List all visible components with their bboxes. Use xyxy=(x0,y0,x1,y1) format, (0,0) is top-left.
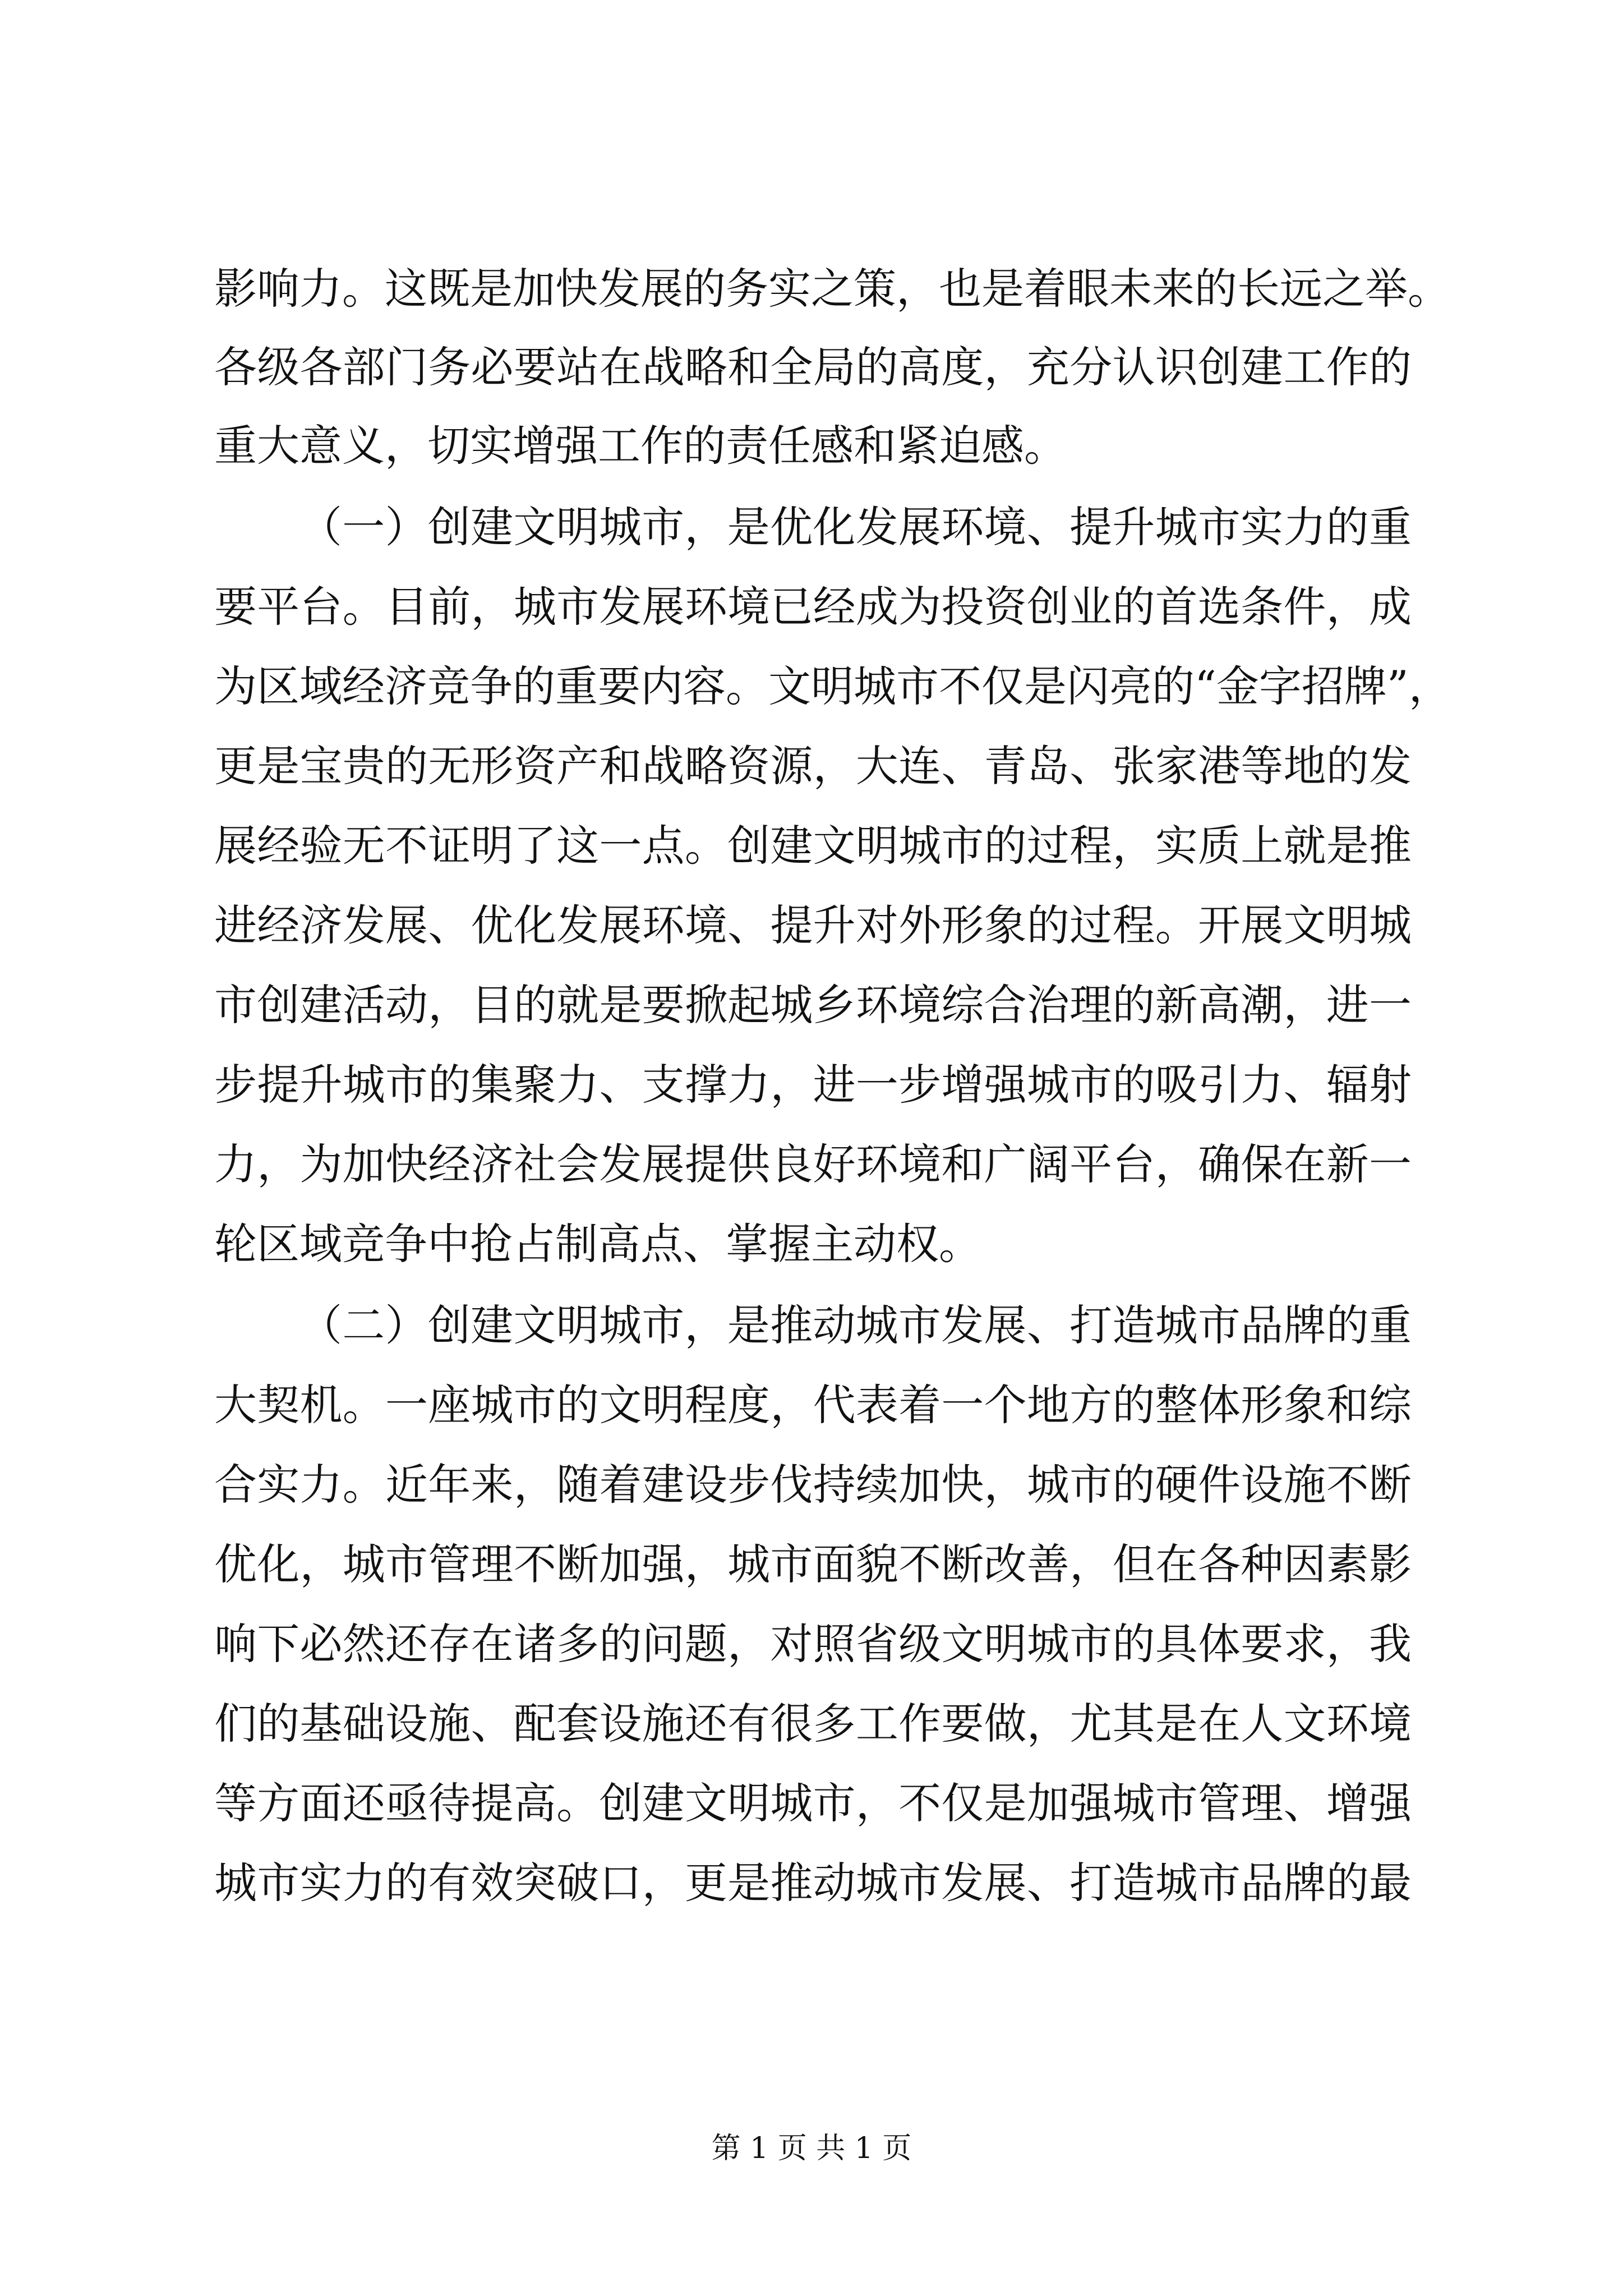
page-number-footer: 第 1 页 共 1 页 xyxy=(711,2132,912,2165)
text-line: 等方面还亟待提高。创建文明城市，不仅是加强城市管理、增强 xyxy=(214,1778,1412,1828)
text-line: 更是宝贵的无形资产和战略资源，大连、青岛、张家港等地的发 xyxy=(214,741,1412,791)
text-line: 市创建活动，目的就是要掀起城乡环境综合治理的新高潮，进一 xyxy=(214,980,1412,1030)
text-line: 为区域经济竞争的重要内容。文明城市不仅是闪亮的“金字招牌”， xyxy=(214,661,1451,711)
text-line: 影响力。这既是加快发展的务实之策，也是着眼未来的长远之举。 xyxy=(214,264,1450,314)
text-line: 进经济发展、优化发展环境、提升对外形象的过程。开展文明城 xyxy=(214,900,1412,950)
text-line: 展经验无不证明了这一点。创建文明城市的过程，实质上就是推 xyxy=(214,821,1412,871)
text-line: 重大意义，切实增强工作的责任感和紧迫感。 xyxy=(214,421,1067,471)
text-line: 响下必然还存在诸多的问题，对照省级文明城市的具体要求，我 xyxy=(214,1619,1412,1669)
text-line: 们的基础设施、配套设施还有很多工作要做，尤其是在人文环境 xyxy=(214,1699,1412,1749)
text-line: 要平台。目前，城市发展环境已经成为投资创业的首选条件，成 xyxy=(214,582,1412,632)
text-line: 优化，城市管理不断加强，城市面貌不断改善，但在各种因素影 xyxy=(214,1539,1412,1589)
text-line: 合实力。近年来，随着建设步伐持续加快，城市的硬件设施不断 xyxy=(214,1460,1412,1510)
text-line: 力，为加快经济社会发展提供良好环境和广阔平台，确保在新一 xyxy=(214,1139,1412,1189)
text-line: 城市实力的有效突破口，更是推动城市发展、打造城市品牌的最 xyxy=(214,1858,1412,1908)
paragraph-start-line: （一）创建文明城市，是优化发展环境、提升城市实力的重 xyxy=(299,502,1412,552)
text-line: 步提升城市的集聚力、支撑力，进一步增强城市的吸引力、辐射 xyxy=(214,1060,1412,1110)
text-line: 大契机。一座城市的文明程度，代表着一个地方的整体形象和综 xyxy=(214,1380,1412,1430)
text-line: 各级各部门务必要站在战略和全局的高度，充分认识创建工作的 xyxy=(214,342,1412,392)
paragraph-start-line: （二）创建文明城市，是推动城市发展、打造城市品牌的重 xyxy=(299,1300,1412,1350)
text-line: 轮区域竞争中抢占制高点、掌握主动权。 xyxy=(214,1219,981,1269)
